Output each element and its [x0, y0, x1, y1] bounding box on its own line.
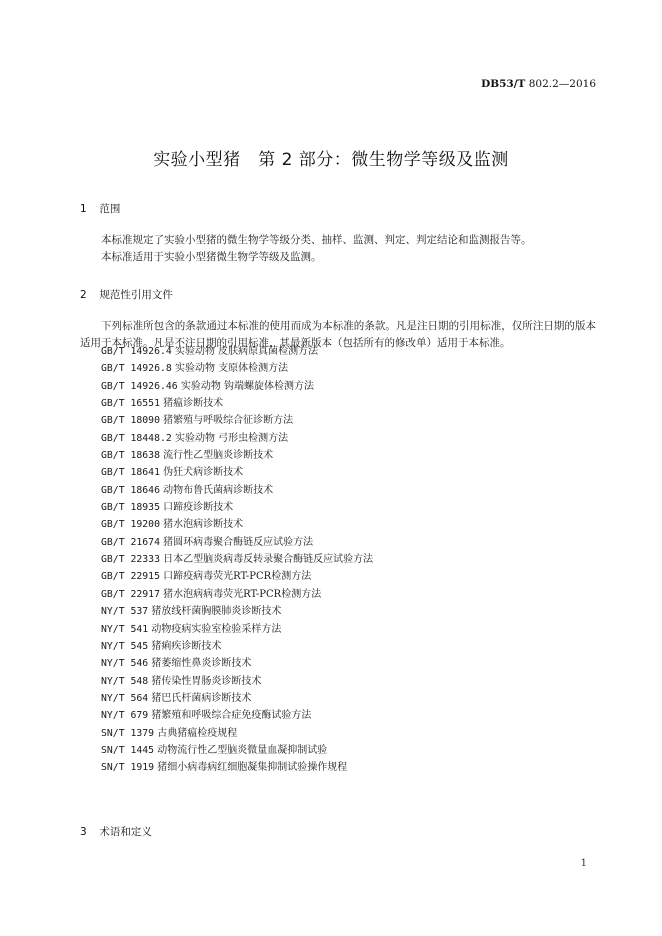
reference-title: 动物流行性乙型脑炎微量血凝抑制试验: [157, 744, 328, 756]
reference-code: GB/T 21674: [101, 536, 160, 548]
reference-code: NY/T 564: [101, 692, 149, 704]
reference-item: [101, 759, 373, 776]
reference-title: 动物疫病实验室检验采样方法: [151, 623, 282, 635]
reference-item: [101, 499, 373, 516]
reference-code: NY/T 546: [101, 658, 149, 670]
reference-code: GB/T 19200: [101, 519, 160, 531]
paragraph: 下列标准所包含的条款通过本标准的使用而成为本标准的条款。凡是注日期的引用标准，仅所注日期的版本适用于本标准。凡是不注日期的引用标准，其最新版本（包括所有的修改单）适用于本标准。: [80, 320, 596, 349]
reference-item: [101, 690, 373, 707]
reference-code: GB/T 22333: [101, 554, 160, 566]
section-title: 规范性引用文件: [99, 289, 173, 301]
reference-code: NY/T 537: [101, 606, 149, 618]
reference-item: [101, 638, 373, 655]
reference-code: GB/T 14926.4: [101, 346, 172, 357]
reference-item: [101, 707, 373, 724]
section-title: 范围: [99, 203, 121, 215]
reference-code: NY/T 545: [101, 640, 149, 652]
reference-code: GB/T 16551: [101, 398, 160, 410]
document-title: 实验小型猪 第 2 部分：微生物学等级及监测: [153, 150, 509, 170]
reference-item: [101, 655, 373, 672]
reference-code: GB/T 22915: [101, 571, 160, 583]
section-2-heading: [80, 287, 173, 302]
section-3-heading: [80, 824, 152, 839]
section-number: 1: [80, 203, 87, 215]
reference-list: [101, 343, 373, 777]
section-number: 3: [80, 826, 87, 838]
reference-code: GB/T 14926.46: [101, 380, 178, 392]
reference-title: 口蹄疫病毒荧光RT-PCR检测方法: [163, 571, 312, 583]
reference-item: [101, 430, 373, 447]
reference-title: 猪繁殖和呼吸综合症免疫酶试验方法: [151, 710, 312, 722]
reference-title: 猪放线杆菌胸膜肺炎诊断技术: [151, 606, 282, 618]
reference-item: [101, 395, 373, 412]
reference-code: SN/T 1919: [101, 762, 155, 774]
reference-code: NY/T 541: [101, 623, 149, 635]
reference-code: GB/T 18638: [101, 450, 160, 462]
reference-title: 实验动物 皮肤病原真菌检测方法: [174, 346, 319, 357]
paragraph: 本标准规定了实验小型猪的微生物学等级分类、抽样、监测、判定、判定结论和监测报告等。: [101, 234, 532, 246]
reference-title: 猪巴氏杆菌病诊断技术: [151, 692, 252, 704]
reference-item: [101, 412, 373, 429]
reference-item: [101, 551, 373, 568]
reference-item: [101, 482, 373, 499]
reference-code: SN/T 1445: [101, 744, 155, 756]
reference-item: [101, 568, 373, 585]
reference-code: GB/T 22917: [101, 588, 160, 600]
reference-title: 猪繁殖与呼吸综合征诊断方法: [163, 415, 294, 427]
reference-code: GB/T 18646: [101, 484, 160, 496]
reference-item: [101, 586, 373, 603]
reference-code: NY/T 679: [101, 710, 149, 722]
reference-item: [101, 673, 373, 690]
reference-title: 猪传染性胃肠炎诊断技术: [151, 675, 262, 687]
reference-code: GB/T 18641: [101, 467, 160, 479]
reference-item: [101, 378, 373, 395]
reference-item: [101, 464, 373, 481]
reference-item: [101, 447, 373, 464]
reference-title: 口蹄疫诊断技术: [163, 502, 234, 514]
reference-title: 猪水泡病诊断技术: [163, 519, 244, 531]
page-number: 1: [580, 858, 587, 869]
reference-item: [101, 360, 373, 377]
standard-header: [481, 78, 596, 90]
reference-title: 猪萎缩性鼻炎诊断技术: [151, 658, 252, 670]
reference-title: 猪圆环病毒聚合酶链反应试验方法: [163, 536, 314, 548]
reference-item: [101, 725, 373, 742]
standard-code: DB53/T: [481, 78, 526, 90]
reference-title: 猪水泡病病毒荧光RT-PCR检测方法: [163, 588, 322, 600]
reference-item: [101, 742, 373, 759]
reference-title: 流行性乙型脑炎诊断技术: [163, 450, 274, 462]
reference-title: 猪细小病毒病红细胞凝集抑制试验操作规程: [157, 762, 348, 774]
paragraph: 本标准适用于实验小型猪微生物学等级及监测。: [101, 251, 322, 263]
reference-item: [101, 534, 373, 551]
reference-item: [101, 516, 373, 533]
reference-title: 日本乙型脑炎病毒反转录聚合酶链反应试验方法: [163, 554, 374, 566]
reference-code: GB/T 14926.8: [101, 363, 172, 375]
reference-title: 实验动物 弓形虫检测方法: [174, 432, 289, 444]
section-number: 2: [80, 289, 87, 301]
reference-code: SN/T 1379: [101, 727, 155, 739]
reference-item: [101, 343, 373, 360]
reference-title: 猪瘟诊断技术: [163, 398, 224, 410]
reference-title: 实验动物 支原体检测方法: [174, 363, 289, 375]
reference-code: NY/T 548: [101, 675, 149, 687]
section-1-heading: [80, 201, 120, 216]
section-title: 术语和定义: [99, 826, 152, 838]
reference-title: 伪狂犬病诊断技术: [163, 467, 244, 479]
reference-title: 动物布鲁氏菌病诊断技术: [163, 484, 274, 496]
reference-title: 实验动物 钩端螺旋体检测方法: [180, 380, 315, 392]
reference-title: 古典猪瘟检疫规程: [157, 727, 238, 739]
standard-number: 802.2—2016: [528, 78, 596, 90]
reference-code: GB/T 18090: [101, 415, 160, 427]
reference-code: GB/T 18935: [101, 502, 160, 514]
reference-title: 猪痢疾诊断技术: [151, 640, 222, 652]
reference-code: GB/T 18448.2: [101, 432, 172, 444]
reference-item: [101, 603, 373, 620]
reference-item: [101, 621, 373, 638]
